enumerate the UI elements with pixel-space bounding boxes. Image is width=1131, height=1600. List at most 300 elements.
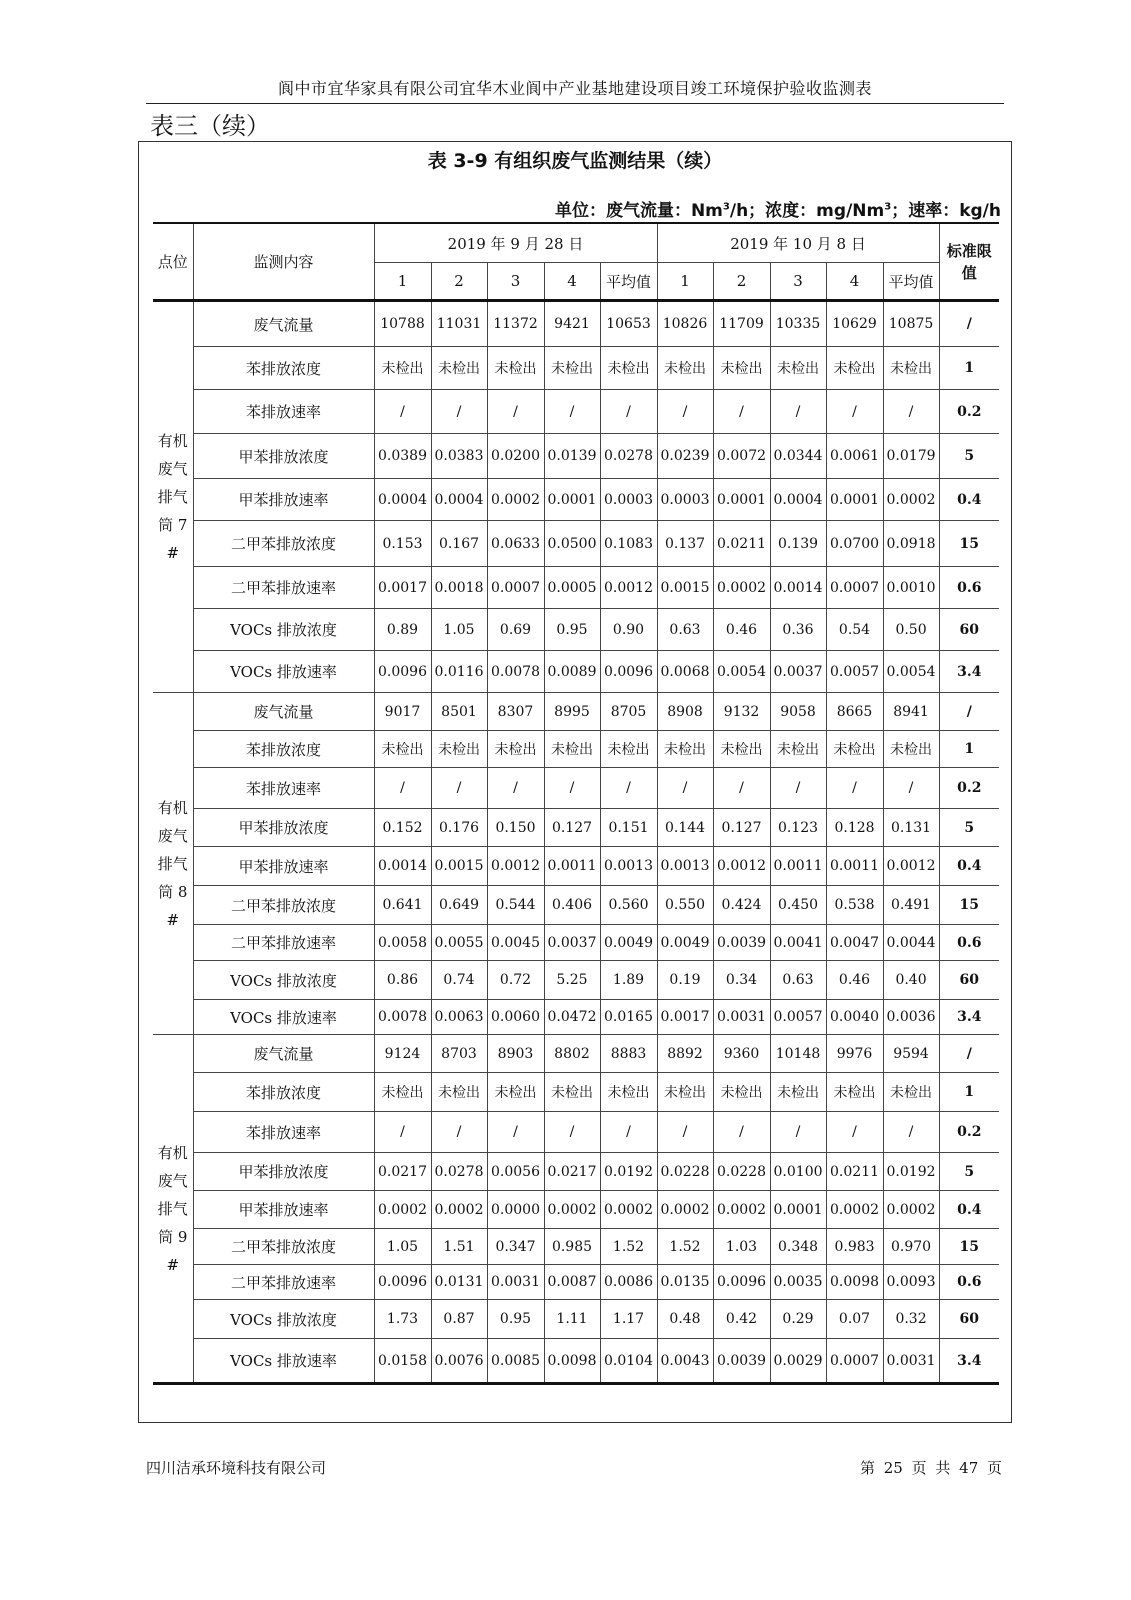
value-cell: /: [487, 390, 544, 434]
table-row: [153, 479, 999, 521]
standard-limit-cell: 0.4: [939, 479, 999, 521]
table-row: [153, 567, 999, 609]
table-row: [153, 1073, 999, 1112]
document-header: 阆中市宜华家具有限公司宜华木业阆中产业基地建设项目竣工环境保护验收监测表: [277, 79, 872, 98]
value-cell: 0.07: [826, 1300, 883, 1339]
value-cell: 0.0085: [487, 1339, 544, 1384]
value-cell: 0.0054: [713, 651, 770, 693]
table-row: [153, 1153, 999, 1191]
value-cell: 0.1083: [600, 521, 657, 567]
standard-limit-cell: 3.4: [939, 651, 999, 693]
table-row: [153, 347, 999, 390]
value-cell: 未检出: [600, 731, 657, 768]
subheader-cell: 1: [657, 263, 713, 301]
value-cell: 0.0278: [600, 434, 657, 479]
value-cell: /: [374, 768, 431, 809]
monitoring-table: [153, 222, 999, 1385]
value-cell: /: [431, 390, 487, 434]
table-row: [153, 1112, 999, 1153]
value-cell: 0.54: [826, 609, 883, 651]
value-cell: 0.0057: [770, 1000, 826, 1035]
point-label: 有机废气排气筒 9#: [153, 1035, 193, 1384]
value-cell: 0.0116: [431, 651, 487, 693]
value-cell: 0.46: [713, 609, 770, 651]
value-cell: /: [826, 390, 883, 434]
value-cell: 0.72: [487, 961, 544, 1000]
table-row: [153, 1000, 999, 1035]
value-cell: 0.0061: [826, 434, 883, 479]
value-cell: 0.0139: [544, 434, 600, 479]
table-row: [153, 768, 999, 809]
value-cell: 0.34: [713, 961, 770, 1000]
value-cell: 0.90: [600, 609, 657, 651]
item-label: 废气流量: [193, 693, 374, 731]
value-cell: 8802: [544, 1035, 600, 1073]
item-label: 甲苯排放浓度: [193, 1153, 374, 1191]
value-cell: 0.89: [374, 609, 431, 651]
item-label: 甲苯排放速率: [193, 847, 374, 886]
value-cell: 1.51: [431, 1229, 487, 1265]
footer-company: 四川洁承环境科技有限公司: [146, 1459, 327, 1477]
value-cell: 0.0011: [544, 847, 600, 886]
value-cell: 0.128: [826, 809, 883, 847]
value-cell: /: [544, 390, 600, 434]
value-cell: 0.0472: [544, 1000, 600, 1035]
value-cell: 8908: [657, 693, 713, 731]
subheader-cell: 2: [713, 263, 770, 301]
table-row: [153, 1035, 999, 1073]
value-cell: 0.0098: [826, 1265, 883, 1300]
value-cell: 0.544: [487, 886, 544, 925]
value-cell: 1.03: [713, 1229, 770, 1265]
value-cell: 9058: [770, 693, 826, 731]
standard-limit-cell: 0.4: [939, 847, 999, 886]
value-cell: 0.50: [883, 609, 939, 651]
value-cell: 0.0389: [374, 434, 431, 479]
value-cell: /: [544, 768, 600, 809]
standard-limit-cell: 5: [939, 809, 999, 847]
value-cell: 0.127: [713, 809, 770, 847]
value-cell: /: [374, 1112, 431, 1153]
value-cell: 8995: [544, 693, 600, 731]
value-cell: /: [600, 768, 657, 809]
value-cell: 0.0086: [600, 1265, 657, 1300]
value-cell: 8307: [487, 693, 544, 731]
point-label: 有机废气排气筒 7#: [153, 301, 193, 693]
value-cell: 0.0039: [713, 925, 770, 961]
value-cell: /: [883, 390, 939, 434]
item-label: VOCs 排放速率: [193, 651, 374, 693]
footer-page: 第 25 页 共 47 页: [860, 1459, 1003, 1477]
value-cell: 9017: [374, 693, 431, 731]
standard-limit-cell: /: [939, 693, 999, 731]
value-cell: 未检出: [657, 1073, 713, 1112]
standard-limit-cell: 0.2: [939, 390, 999, 434]
value-cell: 0.0007: [826, 567, 883, 609]
value-cell: 0.0100: [770, 1153, 826, 1191]
item-label: 苯排放速率: [193, 390, 374, 434]
value-cell: 0.0047: [826, 925, 883, 961]
value-cell: 0.0179: [883, 434, 939, 479]
item-label: 二甲苯排放浓度: [193, 1229, 374, 1265]
value-cell: 0.0211: [826, 1153, 883, 1191]
value-cell: 0.0012: [600, 567, 657, 609]
standard-limit-cell: 5: [939, 434, 999, 479]
value-cell: 0.127: [544, 809, 600, 847]
value-cell: 0.0344: [770, 434, 826, 479]
value-cell: 0.0096: [600, 651, 657, 693]
value-cell: 未检出: [826, 731, 883, 768]
value-cell: 0.176: [431, 809, 487, 847]
value-cell: 0.0007: [826, 1339, 883, 1384]
value-cell: 0.0043: [657, 1339, 713, 1384]
value-cell: /: [657, 390, 713, 434]
standard-limit-cell: 15: [939, 886, 999, 925]
value-cell: 0.139: [770, 521, 826, 567]
subheader-cell: 3: [487, 263, 544, 301]
value-cell: 0.0003: [657, 479, 713, 521]
value-cell: 未检出: [713, 731, 770, 768]
value-cell: 0.0002: [544, 1191, 600, 1229]
value-cell: 0.36: [770, 609, 826, 651]
item-label: 苯排放速率: [193, 768, 374, 809]
value-cell: /: [600, 390, 657, 434]
value-cell: 0.0068: [657, 651, 713, 693]
value-cell: /: [713, 390, 770, 434]
value-cell: 未检出: [713, 347, 770, 390]
value-cell: 0.167: [431, 521, 487, 567]
value-cell: 0.0014: [770, 567, 826, 609]
value-cell: 0.0013: [600, 847, 657, 886]
item-label: VOCs 排放浓度: [193, 1300, 374, 1339]
value-cell: /: [544, 1112, 600, 1153]
item-label: 废气流量: [193, 1035, 374, 1073]
value-cell: 0.0104: [600, 1339, 657, 1384]
value-cell: 11031: [431, 301, 487, 347]
value-cell: 0.46: [826, 961, 883, 1000]
value-cell: 0.153: [374, 521, 431, 567]
table-title: 表 3-9 有组织废气监测结果（续）: [427, 150, 723, 172]
value-cell: 1.52: [657, 1229, 713, 1265]
value-cell: 0.0036: [883, 1000, 939, 1035]
value-cell: 0.0001: [826, 479, 883, 521]
value-cell: 0.406: [544, 886, 600, 925]
item-label: VOCs 排放速率: [193, 1339, 374, 1384]
item-label: 甲苯排放浓度: [193, 809, 374, 847]
value-cell: 未检出: [770, 731, 826, 768]
value-cell: 未检出: [713, 1073, 770, 1112]
table-row: [153, 521, 999, 567]
value-cell: 0.0093: [883, 1265, 939, 1300]
table-row: [153, 651, 999, 693]
value-cell: 0.0217: [374, 1153, 431, 1191]
value-cell: 未检出: [374, 347, 431, 390]
value-cell: 9594: [883, 1035, 939, 1073]
value-cell: 0.0012: [487, 847, 544, 886]
standard-limit-cell: 15: [939, 521, 999, 567]
value-cell: 0.0017: [374, 567, 431, 609]
table-row: [153, 1265, 999, 1300]
table-row: [153, 434, 999, 479]
value-cell: 0.0211: [713, 521, 770, 567]
value-cell: 0.0063: [431, 1000, 487, 1035]
value-cell: 10826: [657, 301, 713, 347]
standard-limit-cell: 5: [939, 1153, 999, 1191]
value-cell: 0.0012: [713, 847, 770, 886]
value-cell: 0.0031: [487, 1265, 544, 1300]
value-cell: /: [657, 1112, 713, 1153]
value-cell: 0.0002: [374, 1191, 431, 1229]
value-cell: 未检出: [883, 1073, 939, 1112]
table-row: [153, 301, 999, 347]
item-label: 甲苯排放速率: [193, 1191, 374, 1229]
value-cell: 未检出: [487, 347, 544, 390]
subheader-cell: 平均值: [883, 263, 939, 301]
value-cell: 0.0031: [713, 1000, 770, 1035]
value-cell: 0.0087: [544, 1265, 600, 1300]
value-cell: 0.970: [883, 1229, 939, 1265]
value-cell: 0.0131: [431, 1265, 487, 1300]
value-cell: 0.0002: [713, 1191, 770, 1229]
header-point: 点位: [153, 223, 193, 301]
value-cell: 0.0633: [487, 521, 544, 567]
value-cell: 0.0055: [431, 925, 487, 961]
table-row: [153, 925, 999, 961]
value-cell: 0.63: [657, 609, 713, 651]
table-body: [153, 301, 999, 1384]
value-cell: 0.985: [544, 1229, 600, 1265]
value-cell: 0.424: [713, 886, 770, 925]
value-cell: 未检出: [431, 1073, 487, 1112]
value-cell: 未检出: [883, 347, 939, 390]
value-cell: 1.17: [600, 1300, 657, 1339]
value-cell: 未检出: [544, 347, 600, 390]
value-cell: 10335: [770, 301, 826, 347]
value-cell: 8703: [431, 1035, 487, 1073]
value-cell: 0.0012: [883, 847, 939, 886]
value-cell: 0.0035: [770, 1265, 826, 1300]
item-label: 甲苯排放浓度: [193, 434, 374, 479]
value-cell: 9132: [713, 693, 770, 731]
value-cell: 0.649: [431, 886, 487, 925]
value-cell: 0.0096: [713, 1265, 770, 1300]
value-cell: /: [431, 768, 487, 809]
units-note: 单位：废气流量：Nm$^3$/h；浓度：mg/Nm$^3$；速率：kg/h: [554, 201, 1001, 221]
value-cell: 0.0060: [487, 1000, 544, 1035]
value-cell: 0.0004: [431, 479, 487, 521]
value-cell: 0.0076: [431, 1339, 487, 1384]
value-cell: /: [826, 768, 883, 809]
value-cell: 0.95: [487, 1300, 544, 1339]
value-cell: 0.0010: [883, 567, 939, 609]
value-cell: /: [657, 768, 713, 809]
value-cell: 1.05: [431, 609, 487, 651]
value-cell: 0.74: [431, 961, 487, 1000]
value-cell: 0.19: [657, 961, 713, 1000]
value-cell: 1.11: [544, 1300, 600, 1339]
value-cell: 0.0044: [883, 925, 939, 961]
value-cell: 0.0096: [374, 1265, 431, 1300]
value-cell: 0.0031: [883, 1339, 939, 1384]
value-cell: 0.0158: [374, 1339, 431, 1384]
value-cell: 未检出: [487, 731, 544, 768]
standard-limit-cell: 0.6: [939, 1265, 999, 1300]
value-cell: 8883: [600, 1035, 657, 1073]
value-cell: 10788: [374, 301, 431, 347]
header-standard: 标准限值: [939, 223, 999, 301]
value-cell: 0.0135: [657, 1265, 713, 1300]
value-cell: 0.641: [374, 886, 431, 925]
standard-limit-cell: 60: [939, 1300, 999, 1339]
value-cell: 0.0058: [374, 925, 431, 961]
value-cell: 未检出: [826, 347, 883, 390]
value-cell: 未检出: [374, 731, 431, 768]
value-cell: 8903: [487, 1035, 544, 1073]
value-cell: 0.48: [657, 1300, 713, 1339]
value-cell: 0.0228: [713, 1153, 770, 1191]
value-cell: 未检出: [770, 347, 826, 390]
value-cell: 0.69: [487, 609, 544, 651]
table-row: [153, 847, 999, 886]
standard-limit-cell: 3.4: [939, 1339, 999, 1384]
value-cell: 0.0002: [883, 479, 939, 521]
value-cell: 0.144: [657, 809, 713, 847]
table-row: [153, 809, 999, 847]
value-cell: 1.05: [374, 1229, 431, 1265]
value-cell: 10629: [826, 301, 883, 347]
value-cell: 0.0056: [487, 1153, 544, 1191]
value-cell: 1.73: [374, 1300, 431, 1339]
value-cell: 0.0011: [826, 847, 883, 886]
value-cell: 0.0000: [487, 1191, 544, 1229]
standard-limit-cell: 0.2: [939, 1112, 999, 1153]
value-cell: 未检出: [657, 731, 713, 768]
value-cell: 0.491: [883, 886, 939, 925]
value-cell: 0.150: [487, 809, 544, 847]
value-cell: /: [487, 1112, 544, 1153]
value-cell: 未检出: [431, 347, 487, 390]
item-label: 二甲苯排放浓度: [193, 886, 374, 925]
table-row: [153, 1300, 999, 1339]
standard-limit-cell: /: [939, 1035, 999, 1073]
value-cell: 0.0239: [657, 434, 713, 479]
value-cell: 0.538: [826, 886, 883, 925]
value-cell: 未检出: [431, 731, 487, 768]
value-cell: 8941: [883, 693, 939, 731]
item-label: 二甲苯排放浓度: [193, 521, 374, 567]
item-label: 苯排放浓度: [193, 347, 374, 390]
value-cell: /: [826, 1112, 883, 1153]
value-cell: 10148: [770, 1035, 826, 1073]
value-cell: 9976: [826, 1035, 883, 1073]
item-label: VOCs 排放速率: [193, 1000, 374, 1035]
value-cell: 8705: [600, 693, 657, 731]
value-cell: 0.0217: [544, 1153, 600, 1191]
value-cell: 0.0011: [770, 847, 826, 886]
item-label: 苯排放浓度: [193, 731, 374, 768]
value-cell: 0.0015: [431, 847, 487, 886]
value-cell: 0.0096: [374, 651, 431, 693]
value-cell: 9124: [374, 1035, 431, 1073]
value-cell: 0.0228: [657, 1153, 713, 1191]
value-cell: 0.0700: [826, 521, 883, 567]
value-cell: 0.0029: [770, 1339, 826, 1384]
value-cell: 0.0918: [883, 521, 939, 567]
item-label: 苯排放速率: [193, 1112, 374, 1153]
value-cell: 未检出: [544, 1073, 600, 1112]
value-cell: 0.0002: [826, 1191, 883, 1229]
value-cell: 0.0002: [600, 1191, 657, 1229]
value-cell: 0.983: [826, 1229, 883, 1265]
subheader-cell: 1: [374, 263, 431, 301]
value-cell: 0.0200: [487, 434, 544, 479]
value-cell: 10653: [600, 301, 657, 347]
value-cell: 11709: [713, 301, 770, 347]
value-cell: 0.0003: [600, 479, 657, 521]
standard-limit-cell: 0.6: [939, 925, 999, 961]
subheader-cell: 4: [826, 263, 883, 301]
standard-limit-cell: 60: [939, 961, 999, 1000]
value-cell: 0.0037: [770, 651, 826, 693]
value-cell: 0.347: [487, 1229, 544, 1265]
value-cell: 未检出: [600, 347, 657, 390]
item-label: 废气流量: [193, 301, 374, 347]
value-cell: 0.0002: [487, 479, 544, 521]
value-cell: 0.0001: [713, 479, 770, 521]
value-cell: 0.0014: [374, 847, 431, 886]
value-cell: 0.0040: [826, 1000, 883, 1035]
standard-limit-cell: 1: [939, 347, 999, 390]
value-cell: 10875: [883, 301, 939, 347]
value-cell: 0.0078: [487, 651, 544, 693]
value-cell: 未检出: [770, 1073, 826, 1112]
value-cell: 0.0004: [374, 479, 431, 521]
value-cell: 0.0001: [544, 479, 600, 521]
value-cell: /: [431, 1112, 487, 1153]
standard-limit-cell: 3.4: [939, 1000, 999, 1035]
value-cell: /: [600, 1112, 657, 1153]
table-row: [153, 609, 999, 651]
value-cell: 0.0045: [487, 925, 544, 961]
value-cell: 0.450: [770, 886, 826, 925]
value-cell: 未检出: [826, 1073, 883, 1112]
value-cell: 未检出: [544, 731, 600, 768]
value-cell: 未检出: [883, 731, 939, 768]
value-cell: 0.0278: [431, 1153, 487, 1191]
subheader-cell: 平均值: [600, 263, 657, 301]
table-row: [153, 1339, 999, 1384]
value-cell: 0.29: [770, 1300, 826, 1339]
subheader-cell: 2: [431, 263, 487, 301]
value-cell: 0.0002: [431, 1191, 487, 1229]
standard-limit-cell: 0.2: [939, 768, 999, 809]
table-row: [153, 961, 999, 1000]
value-cell: 1.89: [600, 961, 657, 1000]
standard-limit-cell: 1: [939, 1073, 999, 1112]
value-cell: 11372: [487, 301, 544, 347]
standard-limit-cell: /: [939, 301, 999, 347]
value-cell: /: [770, 768, 826, 809]
value-cell: 0.0041: [770, 925, 826, 961]
value-cell: /: [713, 768, 770, 809]
header-date-2: 2019 年 10 月 8 日: [657, 223, 939, 263]
value-cell: 0.151: [600, 809, 657, 847]
value-cell: 0.0039: [713, 1339, 770, 1384]
value-cell: 0.0049: [657, 925, 713, 961]
table-row: [153, 390, 999, 434]
value-cell: 0.0165: [600, 1000, 657, 1035]
value-cell: 0.0072: [713, 434, 770, 479]
